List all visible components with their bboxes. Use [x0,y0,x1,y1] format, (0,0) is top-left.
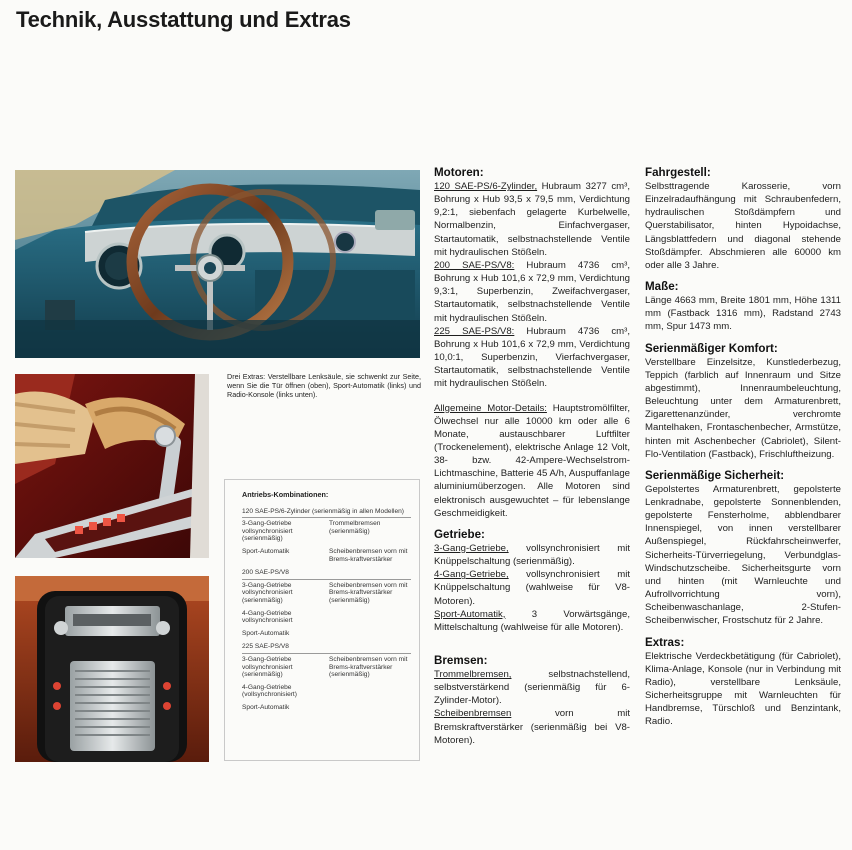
gearbox-label: Sport-Automatik, [434,608,506,620]
brakes-cell [329,630,411,638]
engine-label: 200 SAE-PS/V8: [434,259,515,271]
section-getriebe [434,528,630,634]
brakes-desc: selbstnachstellend, selbstverstärkend (serienmäßig für 6-Zylinder-Motor). [434,669,630,707]
table-engine-label: 120 SAE-PS/6-Zylinder (serienmäßig in allen Modellen) [242,508,411,519]
section-bremsen [434,654,630,747]
page-title: Technik, Ausstattung und Extras [16,7,351,32]
gearbox-cell: Sport-Automatik [242,629,290,637]
spec-column-right [645,166,841,736]
table-engine-label: 225 SAE-PS/V8 [242,643,411,654]
brakes-cell [329,610,411,625]
brakes-cell: Trommelbremsen (serienmäßig) [329,520,381,535]
brakes-cell: Scheibenbremsen vorn mit Brems-kraftverstärker [329,547,408,563]
table-row [242,630,411,638]
section-text: Selbsttragende Karosserie, vorn Einzelradaufhängung mit Schraubenfedern, hydraulischen Stoßdämpfern und Querstabilisator, hinten Hypoidachse, Längsblattfedern und diagonal stehende Stoßdämpfer. Abschmieren alle 60000 km oder alle 3 Jahre. [645,181,841,271]
section-heading: Serienmäßige Sicherheit: [645,468,785,482]
engine-label: 225 SAE-PS/V8: [434,325,515,337]
gear-lever-photo [15,374,209,558]
section-text: Gepolstertes Armaturenbrett, gepolsterte Lenkradnabe, gepolsterte Sonnenblenden, gepolsterte Fensterholme, abblendbarer Innenspiegel, von innen verstellbarer Außenspiegel, Rückfahrscheinwerfer, Sicherheits-Türverriegelung, Verbundglas-Windschutzscheibe. Sicherheitsgurte vorn und hinten (mit Warnleuchte und Aufrollvorrichtung vorn), Scheibenwaschanlage, 2-Stufen-Scheibenwischer, Frostschutz für 2 Jahre. [645,483,841,627]
table-group-120ps [242,508,411,564]
section-motoren [434,166,630,520]
drive-combinations-table [224,479,420,761]
brakes-cell [329,704,411,712]
engine-label: 120 SAE-PS/6-Zylinder, [434,181,538,192]
brakes-cell [329,684,411,699]
brakes-cell: Scheibenbremsen vorn mit Brems-kraftverstärker (serienmäßig) [329,655,408,679]
table-row [242,548,411,563]
gearbox-cell: 3-Gang-Getriebe vollsynchronisiert (serienmäßig) [242,520,293,543]
table-row [242,582,411,605]
details-label: Allgemeine Motor-Details: [434,402,547,414]
gearbox-cell: 4-Gang-Getriebe (vollsynchronisiert) [242,683,297,699]
gearbox-desc: vollsynchronisiert mit Knüppelschaltung (serienmäßig). [434,542,630,568]
section-heading: Maße: [645,280,679,294]
brakes-drum-text [434,668,630,707]
spec-column-left [434,166,630,755]
engine-desc: Hubraum 4736 cm³, Bohrung x Hub 101,6 x 72,9 mm, Verdichtung 9,3:1, Superbenzin, Zweifachvergaser, Startautomatik, selbstnachstellende Ventile mit hydraulischen Stößeln. [434,259,630,324]
engine-200ps-text [434,259,630,325]
engine-desc: Hubraum 4736 cm³, Bohrung x Hub 101,6 x 72,9 mm, Verdichtung 10,0:1, Superbenzin, Vierfachvergaser, Startautomatik, selbstnachstellende Ventile mit hydraulischen Stößeln. [434,325,630,390]
table-row [242,704,411,712]
brakes-disc-text [434,707,630,746]
gearbox-desc: vollsynchronisiert mit Knüppelschaltung (wahlweise für V8-Motoren). [434,569,630,607]
section-heading: Extras: [645,635,685,649]
gearbox-desc: 3 Vorwärtsgänge, Mittelschaltung (wahlweise für alle Motoren). [434,608,630,633]
section-heading: Serienmäßiger Komfort: [645,341,778,355]
gearbox-auto-text [434,608,630,634]
engine-120ps-text [434,180,630,259]
brakes-label: Scheibenbremsen [434,708,512,720]
table-group-200ps [242,569,411,637]
section-fahrgestell [645,166,841,272]
dashboard-photo [15,170,420,358]
table-row [242,656,411,679]
section-komfort [645,342,841,461]
table-row [242,610,411,625]
section-heading: Getriebe: [434,527,485,541]
table-title: Antriebs-Kombinationen: [242,490,329,499]
section-heading: Motoren: [434,166,484,179]
gearbox-4-text [434,568,630,607]
brakes-desc: vorn mit Bremskraftverstärker (serienmäßig bei V8-Motoren). [434,708,630,746]
table-row [242,520,411,543]
brakes-label: Trommelbremsen, [434,669,512,680]
gearbox-label: 3-Gang-Getriebe, [434,542,509,554]
gearbox-cell: Sport-Automatik [242,703,290,711]
brakes-cell: Scheibenbremsen vorn mit Brems-kraftverstärker (serienmäßig) [329,581,408,604]
details-desc: Hauptstromölfilter, Ölwechsel nur alle 10000 km oder alle 6 Monate, austauschbarer Luftfilter (Trockenelement), elektrische Anlage 12 Volt, 38- bzw. 42-Ampere-Wechselstrom-Lichtmaschine, Batterie 45 A/h, Auspuffanlage aluminiumüberzogen. Alle Motoren sind elektronisch ausgewuchtet – für lebenslange Geschmeidigkeit. [434,402,631,519]
radio-console-photo [15,576,209,762]
section-sicherheit [645,469,841,628]
table-group-225ps [242,643,411,711]
gearbox-3-text [434,542,630,568]
gearbox-label: 4-Gang-Getriebe, [434,569,509,581]
section-text: Verstellbare Einzelsitze, Kunstlederbezug, Teppich (farblich auf Innenraum und Sitze abgestimmt), Innenraumbeleuchtung, Beleuchtung unter dem Armaturenbrett, Zigarettenanzünder, verchromte Mantelhaken, Frontaschenbecher, Armstütze, hinten mit Aschenbecher (Cabriolet), Silent-Flo-Ventilation (Fastback), Frischluftheizung. [645,356,841,460]
gearbox-cell: 3-Gang-Getriebe vollsynchronisiert (serienmäßig) [242,581,293,604]
gearbox-cell: Sport-Automatik [242,547,290,555]
engine-details-text [434,402,630,520]
section-heading: Bremsen: [434,654,488,667]
gearbox-cell: 4-Gang-Getriebe vollsynchronisiert [242,609,293,625]
section-extras [645,636,841,729]
engine-225ps-text [434,325,630,391]
photo-caption: Drei Extras: Verstellbare Lenksäule, sie schwenkt zur Seite, wenn Sie die Tür öffnen (oben), Sport-Automatik (links) und Radio-Konsole (links unten). [227,372,421,399]
gearbox-cell: 3-Gang-Getriebe vollsynchronisiert (serienmäßig) [242,655,293,679]
engine-desc: Hubraum 3277 cm³, Bohrung x Hub 93,5 x 79,5 mm, Verdichtung 9,2:1, siebenfach gelagerte Kurbelwelle, Normalbenzin, Einfachvergaser, Startautomatik, selbstnachstellende Ventile mit hydraulischen Stößeln. [434,181,630,258]
section-text: Länge 4663 mm, Breite 1801 mm, Höhe 1311 mm (Fastback 1316 mm), Radstand 2743 mm, Spur 1473 mm. [645,295,841,333]
section-text: Elektrische Verdeckbetätigung (für Cabriolet), Klima-Anlage, Konsole (nur in Verbindung mit Radio), verstellbare Lenksäule, Sicherheitsgruppe mit Warnleuchten für Handbremse, Türschloß und Benzintank, Radio. [645,650,841,728]
section-heading: Fahrgestell: [645,166,711,179]
section-masse [645,280,841,333]
table-row [242,684,411,699]
table-engine-label: 200 SAE-PS/V8 [242,569,411,580]
